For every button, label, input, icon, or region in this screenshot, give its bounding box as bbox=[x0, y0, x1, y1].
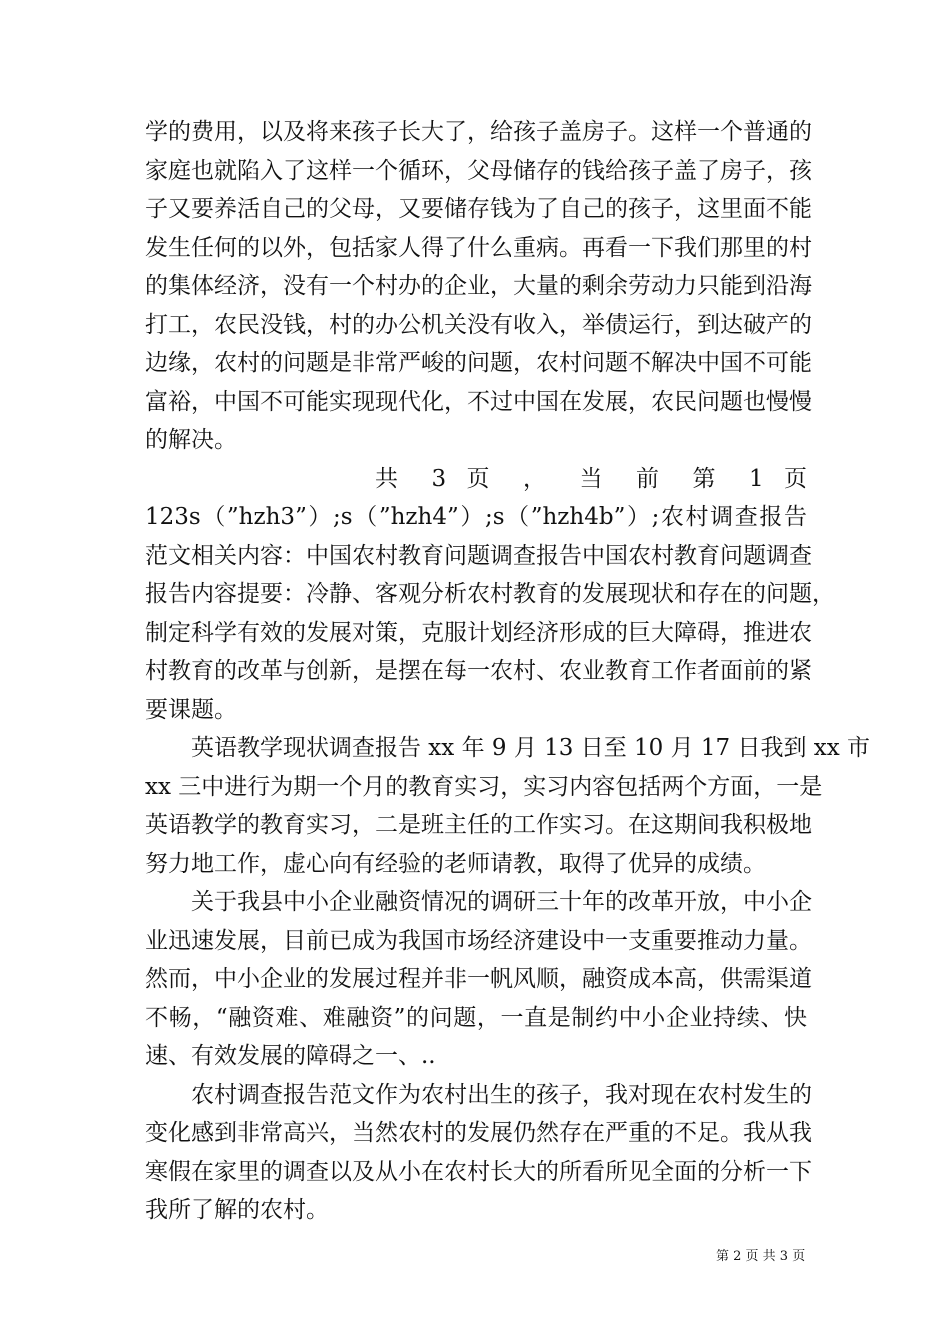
text-line: 努力地工作，虚心向有经验的老师请教，取得了优异的成绩。 bbox=[145, 850, 766, 877]
page-indicator: 共 3 页 ， 当 前 第 1 页 bbox=[375, 465, 807, 492]
page-footer: 第 2 页 共 3 页 bbox=[716, 1249, 806, 1264]
text-line: 农村调查报告范文作为农村出生的孩子，我对现在农村发生的 bbox=[191, 1081, 812, 1108]
text-line: 边缘，农村的问题是非常严峻的问题，农村问题不解决中国不可能 bbox=[145, 350, 812, 376]
text-line: 村教育的改革与创新，是摆在每一农村、农业教育工作者面前的紧 bbox=[145, 658, 812, 684]
text-line: 的集体经济，没有一个村办的企业，大量的剩余劳动力只能到沿海 bbox=[145, 273, 812, 299]
text-line: 范文相关内容：中国农村教育问题调查报告中国农村教育问题调查 bbox=[145, 542, 812, 569]
text-line: 变化感到非常高兴，当然农村的发展仍然存在严重的不足。我从我 bbox=[145, 1120, 812, 1146]
document-body bbox=[145, 113, 871, 1230]
text-line: 关于我县中小企业融资情况的调研三十年的改革开放，中小企 bbox=[191, 889, 812, 915]
text-line: 业迅速发展，目前已成为我国市场经济建设中一支重要推动力量。 bbox=[145, 927, 812, 954]
text-line: 报告内容提要：冷静、客观分析农村教育的发展现状和存在的问题， bbox=[145, 581, 835, 607]
text-line: 家庭也就陷入了这样一个循环，父母储存的钱给孩子盖了房子，孩 bbox=[145, 157, 812, 184]
text-line: 我所了解的农村。 bbox=[145, 1197, 329, 1223]
text-line: 子又要养活自己的父母，又要储存钱为了自己的孩子，这里面不能 bbox=[145, 196, 812, 222]
text-line: 打工，农民没钱，村的办公机关没有收入，举债运行，到达破产的 bbox=[145, 311, 812, 338]
text-line: 学的费用，以及将来孩子长大了，给孩子盖房子。这样一个普通的 bbox=[145, 119, 812, 145]
text-line: 制定科学有效的发展对策，克服计划经济形成的巨大障碍，推进农 bbox=[145, 619, 812, 646]
text-line: 速、有效发展的障碍之一、.. bbox=[145, 1043, 436, 1069]
text-line: 然而，中小企业的发展过程并非一帆风顺，融资成本高，供需渠道 bbox=[145, 966, 812, 992]
text-line: 英语教学的教育实习，二是班主任的工作实习。在这期间我积极地 bbox=[145, 812, 812, 838]
text-line: 寒假在家里的调查以及从小在农村长大的所看所见全面的分析一下 bbox=[145, 1158, 812, 1185]
text-line: 123s（”hzh3”）;s（”hzh4”）;s（”hzh4b”）;农村调查报告 bbox=[145, 504, 807, 530]
text-line: 要课题。 bbox=[145, 696, 237, 723]
text-line: 不畅，“融资难、难融资”的问题，一直是制约中小企业持续、快 bbox=[145, 1004, 807, 1031]
text-line: 的解决。 bbox=[145, 427, 237, 453]
text-line: 英语教学现状调查报告 xx 年 9 月 13 日至 10 月 17 日我到 xx 市 bbox=[191, 735, 871, 761]
text-line: 富裕，中国不可能实现现代化，不过中国在发展，农民问题也慢慢 bbox=[145, 388, 812, 415]
text-line: xx 三中进行为期一个月的教育实习，实习内容包括两个方面，一是 bbox=[145, 773, 823, 800]
text-line: 发生任何的以外，包括家人得了什么重病。再看一下我们那里的村 bbox=[145, 234, 812, 261]
